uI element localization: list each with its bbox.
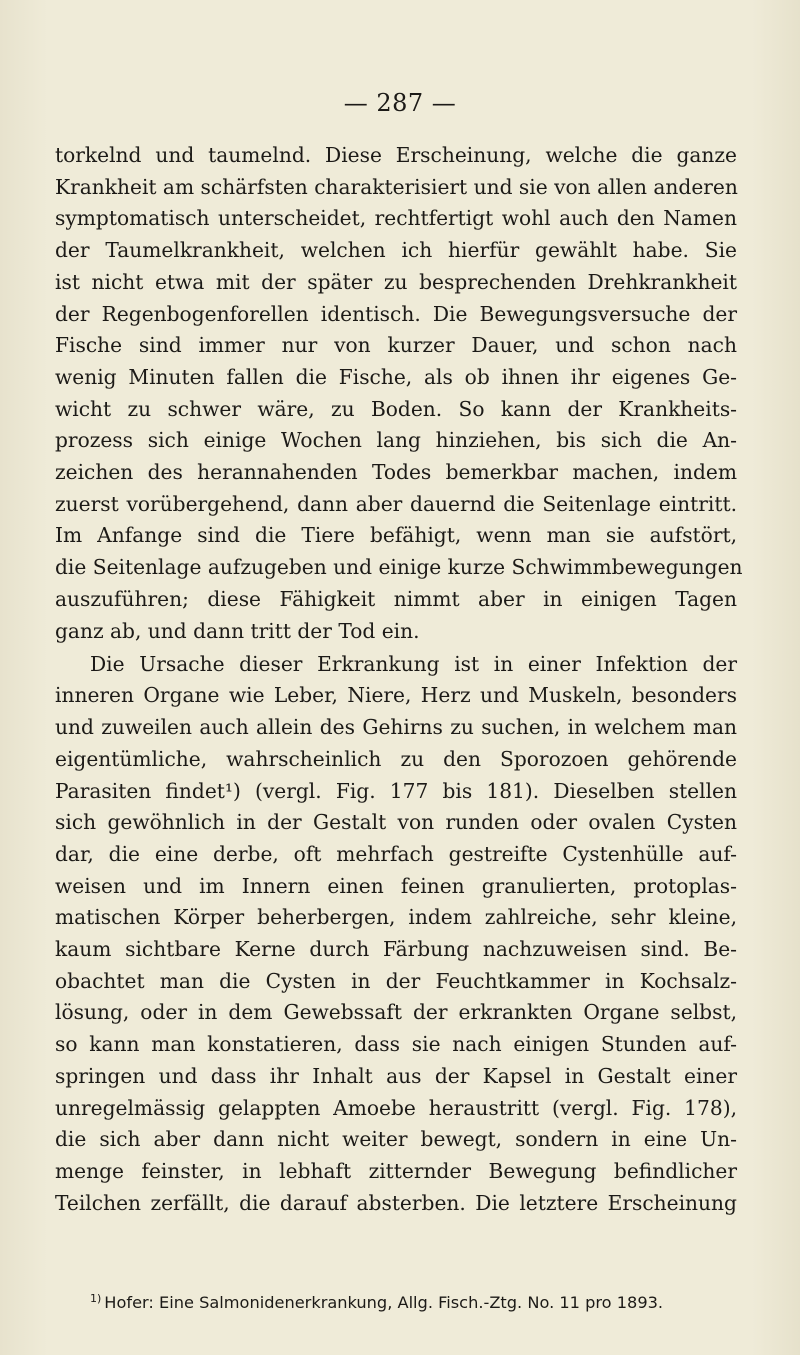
footnote-text: Hofer: Eine Salmonidenerkrankung, Allg. Fisch.-Ztg. No. 11 pro 1893. — [104, 1293, 664, 1312]
text-line: matischen Körper beherbergen, indem zahlreiche, sehr kleine, — [55, 905, 737, 930]
text-line: Die Ursache dieser Erkrankung ist in einer Infektion der — [90, 651, 737, 676]
paragraph-2 — [55, 649, 737, 1220]
text-line: ist nicht etwa mit der später zu besprechenden Drehkrankheit — [55, 269, 737, 294]
text-line: wicht zu schwer wäre, zu Boden. So kann der Krankheits- — [55, 396, 737, 421]
text-line: der Taumelkrankheit, welchen ich hierfür gewählt habe. Sie — [55, 238, 737, 263]
text-line: Teilchen zerfällt, die darauf absterben. Die letztere Erscheinung — [55, 1190, 737, 1215]
text-line: obachtet man die Cysten in der Feuchtkammer in Kochsalz- — [55, 968, 737, 993]
text-line: eigentümliche, wahrscheinlich zu den Sporozoen gehörende — [55, 746, 737, 771]
text-line: ganz ab, und dann tritt der Tod ein. — [55, 618, 420, 643]
text-line: weisen und im Innern einen feinen granulierten, protoplas- — [55, 873, 737, 898]
footnote — [55, 1288, 737, 1314]
body-text — [55, 140, 743, 1219]
text-line: springen und dass ihr Inhalt aus der Kapsel in Gestalt einer — [55, 1063, 737, 1088]
text-line: Krankheit am schärfsten charakterisiert und sie von allen anderen — [55, 174, 738, 199]
text-line: Parasiten findet¹) (vergl. Fig. 177 bis 181). Dieselben stellen — [55, 778, 737, 803]
text-line: dar, die eine derbe, oft mehrfach gestreifte Cystenhülle auf- — [55, 841, 737, 866]
text-line: die Seitenlage aufzugeben und einige kurze Schwimmbewegungen — [55, 555, 743, 580]
text-line: prozess sich einige Wochen lang hinziehen, bis sich die An- — [55, 428, 737, 453]
text-line: so kann man konstatieren, dass sie nach einigen Stunden auf- — [55, 1032, 737, 1057]
text-line: und zuweilen auch allein des Gehirns zu suchen, in welchem man — [55, 715, 737, 740]
text-line: unregelmässig gelappten Amoebe heraustritt (vergl. Fig. 178), — [55, 1095, 737, 1120]
text-line: sich gewöhnlich in der Gestalt von runden oder ovalen Cysten — [55, 810, 737, 835]
text-line: zuerst vorübergehend, dann aber dauernd die Seitenlage eintritt. — [55, 491, 737, 516]
text-line: inneren Organe wie Leber, Niere, Herz und Muskeln, besonders — [55, 683, 737, 708]
text-line: kaum sichtbare Kerne durch Färbung nachzuweisen sind. Be- — [55, 937, 737, 962]
footnote-marker: 1) — [90, 1292, 102, 1305]
text-line: wenig Minuten fallen die Fische, als ob ihnen ihr eigenes Ge- — [55, 364, 737, 389]
text-line: die sich aber dann nicht weiter bewegt, sondern in eine Un- — [55, 1127, 737, 1152]
text-line: lösung, oder in dem Gewebssaft der erkrankten Organe selbst, — [55, 1000, 737, 1025]
page-number: — 287 — — [343, 89, 457, 117]
text-line: torkelnd und taumelnd. Diese Erscheinung, welche die ganze — [55, 143, 737, 167]
text-line: menge feinster, in lebhaft zitternder Bewegung befindlicher — [55, 1159, 737, 1183]
text-line: symptomatisch unterscheidet, rechtfertigt wohl auch den Namen — [55, 206, 737, 231]
paragraph-1 — [55, 140, 743, 647]
text-line: auszuführen; diese Fähigkeit nimmt aber in einigen Tagen — [55, 586, 737, 611]
text-line: Im Anfange sind die Tiere befähigt, wenn man sie aufstört, — [55, 523, 737, 548]
text-line: Fische sind immer nur von kurzer Dauer, und schon nach — [55, 333, 737, 358]
text-line: der Regenbogenforellen identisch. Die Bewegungsversuche der — [55, 301, 737, 326]
text-line: zeichen des herannahenden Todes bemerkbar machen, indem — [55, 460, 737, 485]
